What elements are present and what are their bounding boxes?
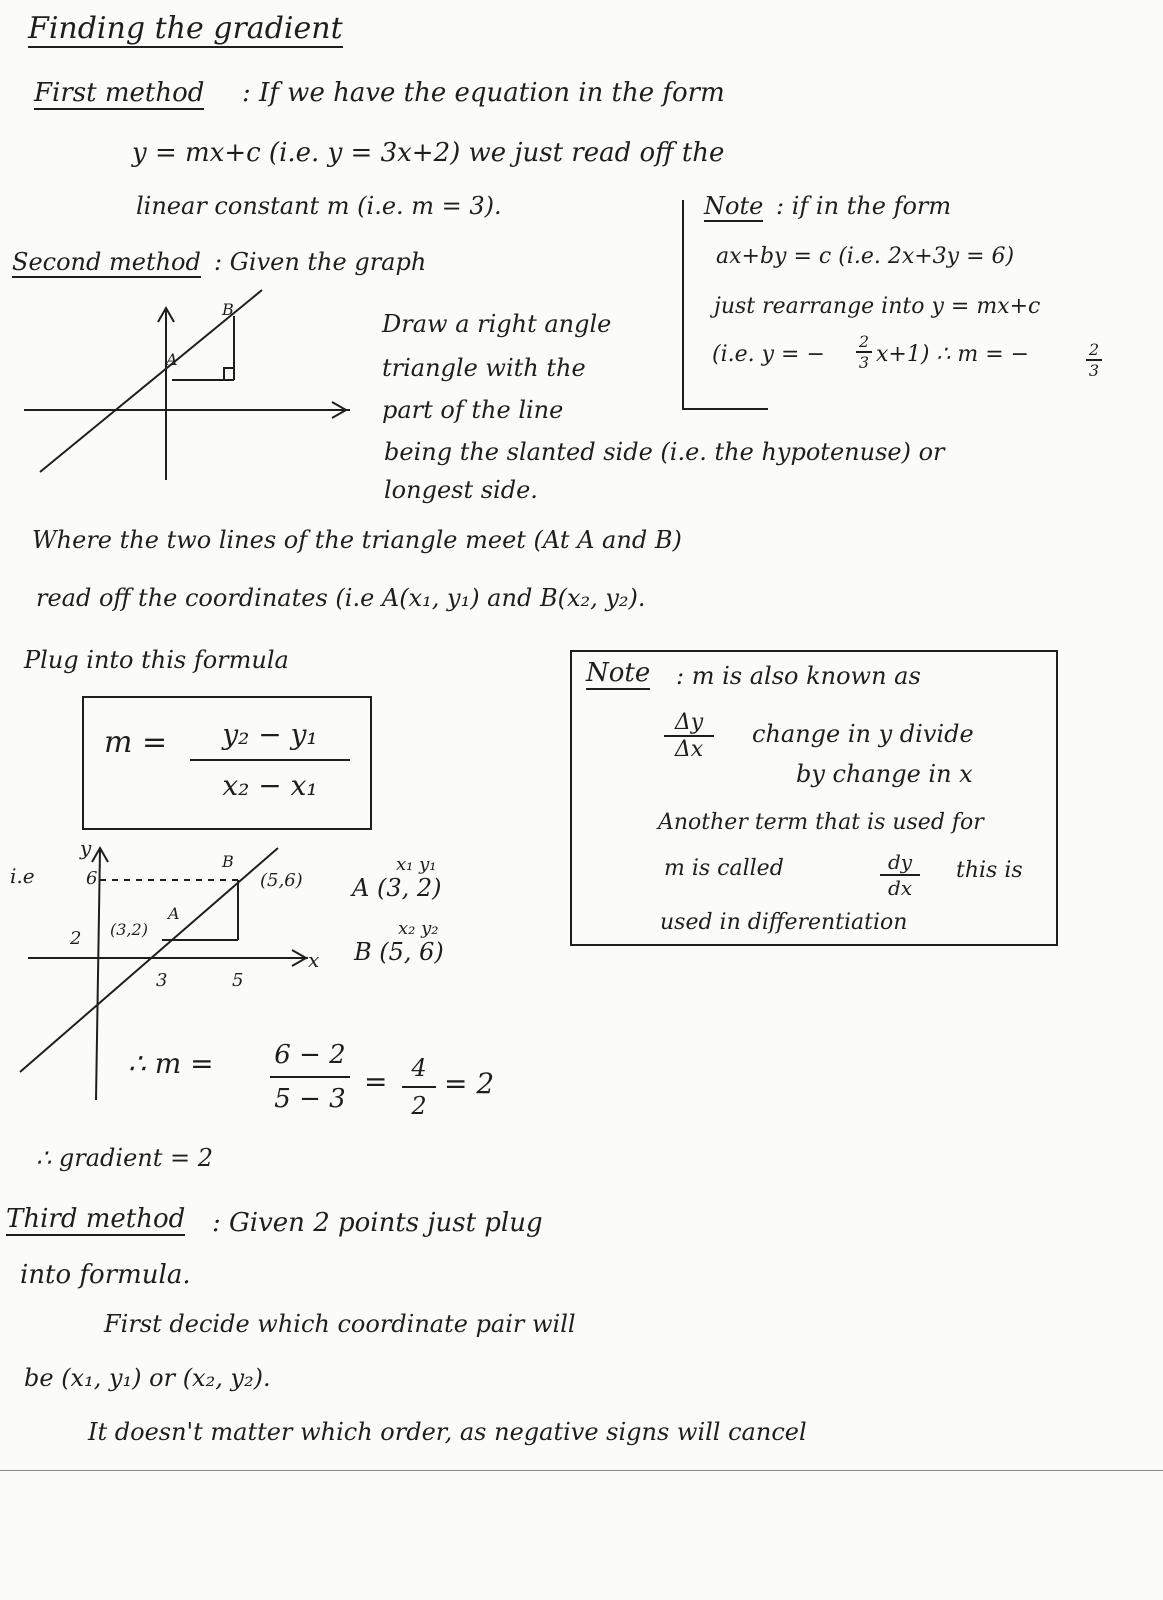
note2-heading: Note [586, 658, 651, 688]
note2-delta-y: Δy [674, 710, 704, 735]
example-pt1: (3,2) [110, 920, 148, 939]
calc-therefore: ∴ m = [128, 1047, 214, 1080]
note2-deriv-num: dy [887, 850, 913, 874]
gradient-result: ∴ gradient = 2 [36, 1144, 214, 1172]
note2-line4: Another term that is used for [658, 810, 984, 835]
third-method-line5: It doesn't matter which order, as negative signs will cancel [88, 1418, 807, 1446]
note1-line4b: x+1) ∴ m = − [876, 342, 1030, 367]
draw-line5: longest side. [384, 476, 538, 504]
draw-line3: part of the line [382, 396, 564, 424]
note1-heading: Note [704, 192, 764, 220]
example-a-coord: A (3, 2) [352, 874, 442, 902]
note1-line3: just rearrange into y = mx+c [714, 294, 1041, 319]
first-method-line2: y = mx+c (i.e. y = 3x+2) we just read off the [132, 138, 725, 168]
note2-line5b: this is [956, 858, 1023, 883]
example-y2: 2 [70, 928, 82, 949]
note1-line2: ax+by = c (i.e. 2x+3y = 6) [716, 244, 1015, 269]
note2-delta-x: Δx [664, 735, 714, 762]
third-method-line3: First decide which coordinate pair will [104, 1310, 576, 1338]
graph1-point-b: B [222, 300, 234, 319]
page-title: Finding the gradient [28, 11, 343, 46]
example-line [20, 848, 278, 1072]
example-a-head: x₁ y₁ [396, 854, 437, 875]
draw-line4: being the slanted side (i.e. the hypotenuse) or [384, 438, 945, 466]
third-method-line2: into formula. [20, 1260, 191, 1290]
note2-line1: : m is also known as [676, 662, 921, 690]
plug-line: Plug into this formula [24, 646, 289, 674]
calc-frac2 [402, 1054, 436, 1120]
calc-frac1-den: 5 − 3 [270, 1076, 350, 1114]
note2-line3: by change in x [796, 760, 973, 788]
note1-frac1-den: 3 [856, 351, 872, 372]
example-x5: 5 [232, 970, 244, 991]
second-method-line1: : Given the graph [214, 248, 427, 276]
calc-frac1 [270, 1040, 350, 1114]
example-pt1-label: A [168, 904, 180, 923]
graph1-point-a: A [166, 350, 178, 369]
note1-line1: : if in the form [776, 192, 952, 220]
example-b-head: x₂ y₂ [398, 918, 439, 939]
example-pt2: (5,6) [260, 870, 303, 891]
note1-frac2-num: 2 [1088, 340, 1100, 359]
first-method-line3: linear constant m (i.e. m = 3). [136, 192, 502, 220]
example-y6: 6 [86, 868, 98, 889]
calc-frac2-den: 2 [402, 1086, 436, 1120]
third-method-heading: Third method [6, 1204, 186, 1234]
note2-line5a: m is called [664, 856, 784, 881]
first-method-line1: : If we have the equation in the form [242, 78, 725, 108]
where-line2: read off the coordinates (i.e A(x₁, y₁) and B(x₂, y₂). [36, 584, 646, 612]
formula-denominator: x₂ − x₁ [190, 759, 350, 802]
draw-line2: triangle with the [382, 354, 586, 382]
example-b-coord: B (5, 6) [354, 938, 444, 966]
note2-line6: used in differentiation [660, 910, 908, 935]
calc-frac1-num: 6 − 2 [274, 1040, 346, 1070]
example-y-axis-label: y [80, 836, 92, 860]
first-method-heading: First method [34, 78, 205, 108]
page-bottom-rule [0, 1470, 1163, 1471]
note1-frac2-den: 3 [1086, 359, 1102, 380]
third-method-line1: : Given 2 points just plug [212, 1208, 543, 1238]
example-x-axis-label: x [308, 948, 320, 972]
example-ie: i.e [10, 864, 35, 888]
calc-frac2-num: 4 [411, 1054, 427, 1082]
second-method-heading: Second method [12, 248, 201, 276]
where-line1: Where the two lines of the triangle meet (At A and B) [32, 526, 682, 554]
formula-lhs: m = [104, 725, 168, 760]
calc-eq: = [364, 1065, 388, 1098]
example-x3: 3 [156, 970, 168, 991]
draw-line1: Draw a right angle [382, 310, 612, 338]
third-method-line4: be (x₁, y₁) or (x₂, y₂). [24, 1364, 271, 1392]
note2-line2: change in y divide [752, 720, 974, 748]
example-pt2-label: B [222, 852, 234, 871]
note1-line4a: (i.e. y = − [712, 342, 825, 367]
formula-numerator: y₂ − y₁ [222, 718, 318, 751]
calc-result: = 2 [444, 1067, 495, 1100]
note2-deriv-den: dx [880, 874, 920, 900]
note1-frac1-num: 2 [858, 332, 870, 351]
